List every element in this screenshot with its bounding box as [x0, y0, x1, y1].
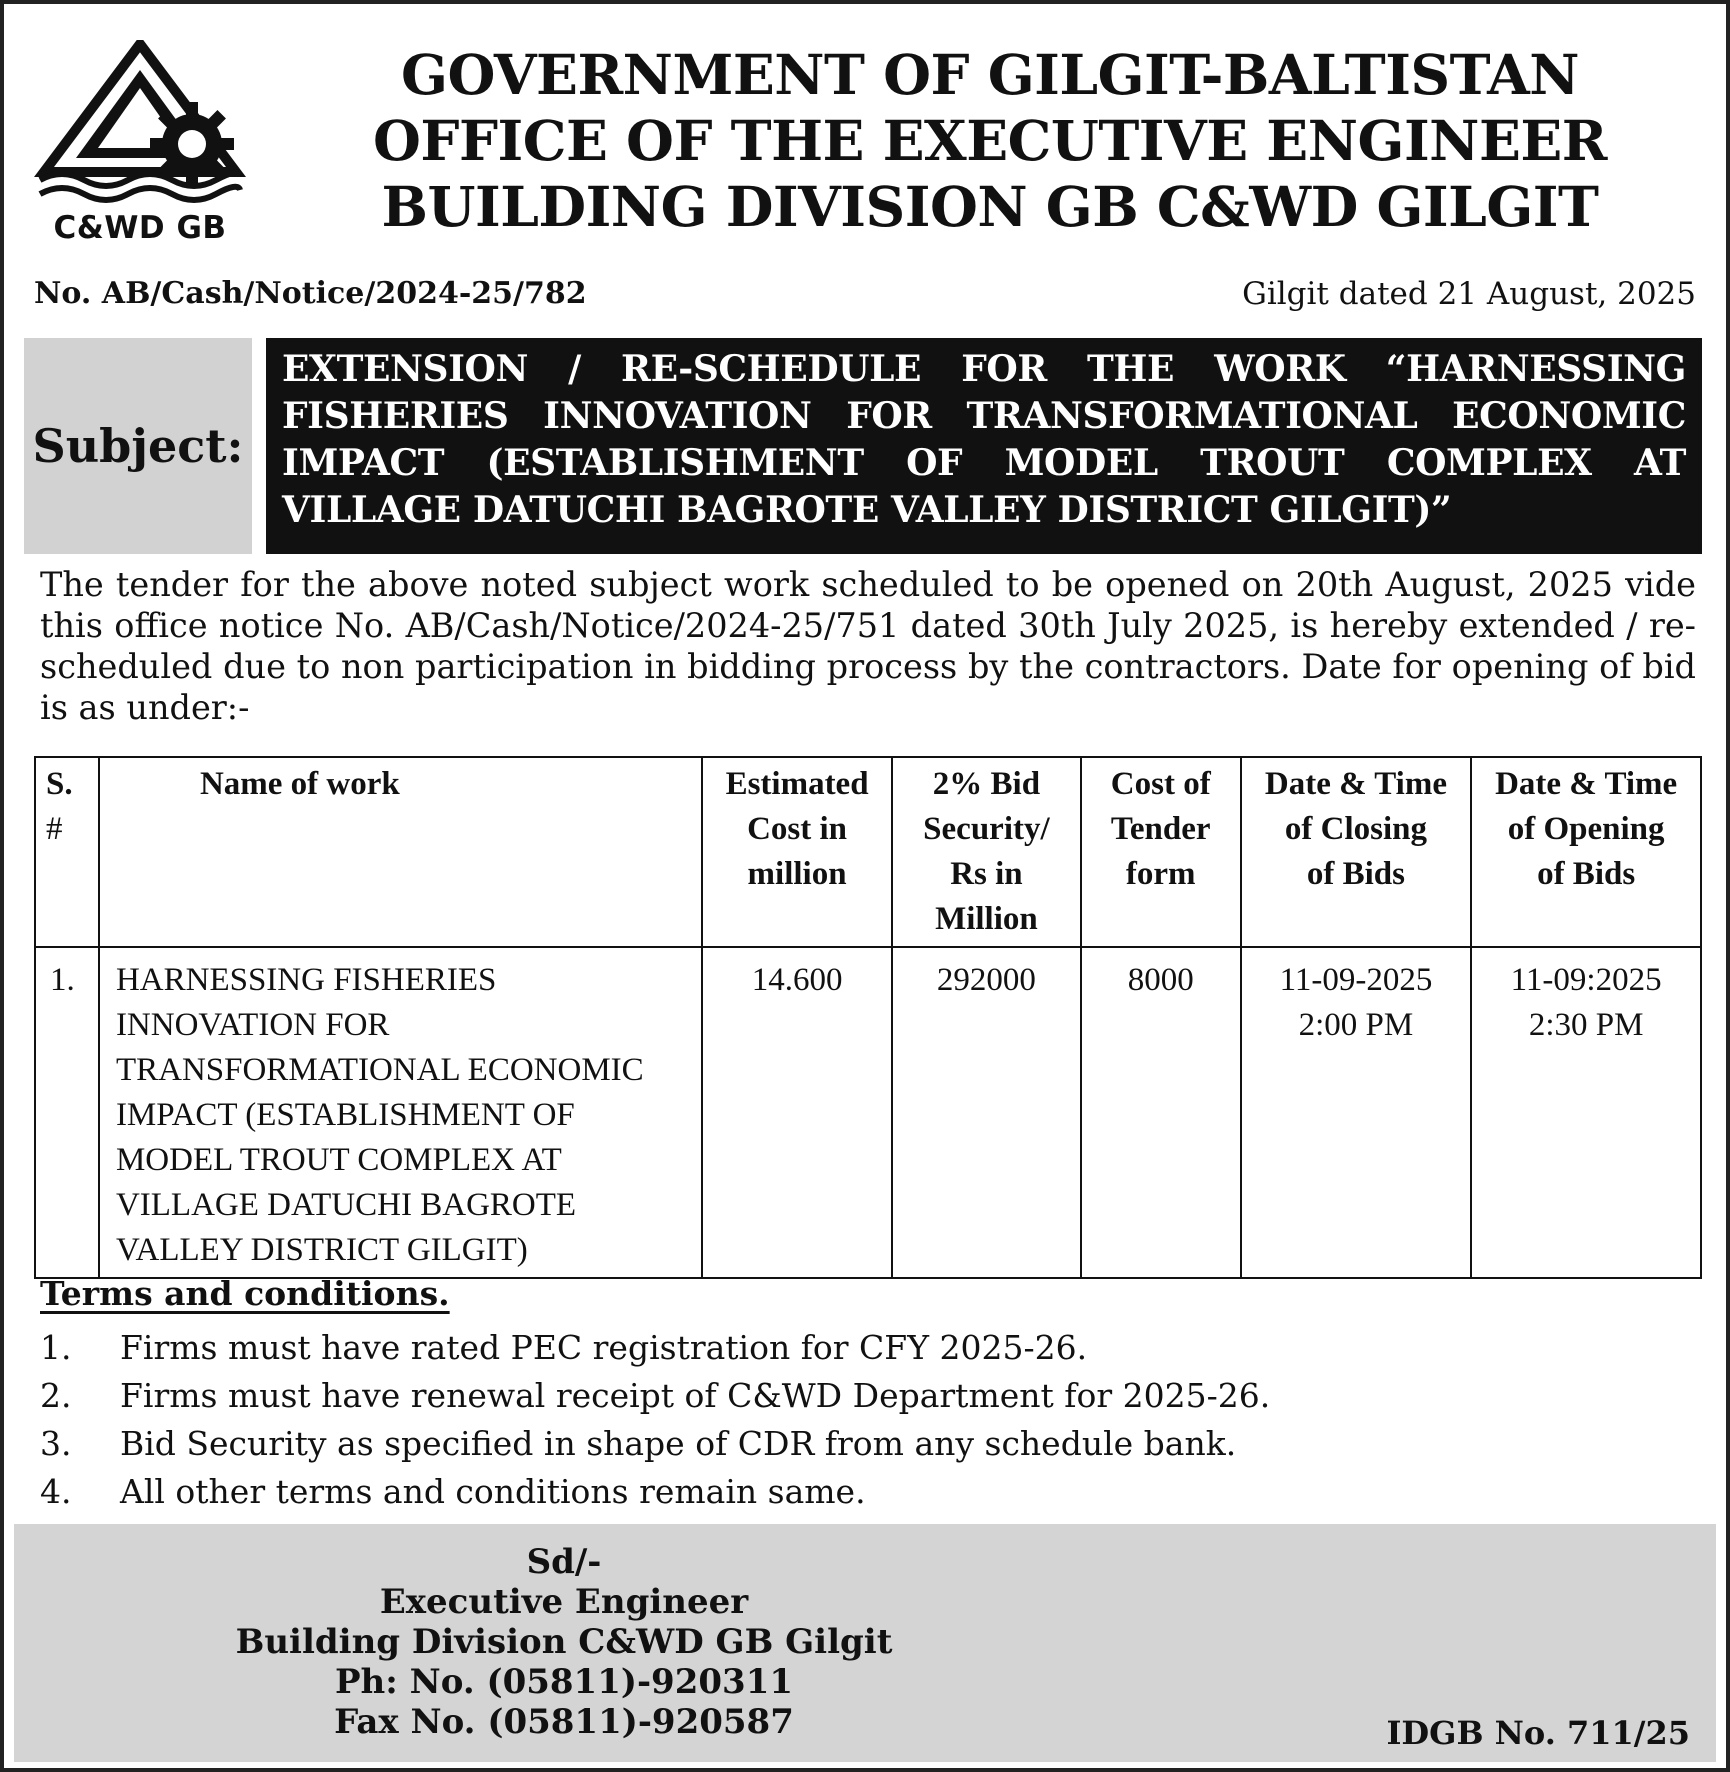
office-header [274, 42, 1706, 240]
bid-schedule-table [34, 756, 1702, 1279]
cell-bid-security: 292000 [892, 947, 1081, 1278]
term-number: 2. [40, 1376, 72, 1415]
header-name-of-work: Name of work [99, 757, 702, 947]
signature-fax: Fax No. (05811)-920587 [334, 1702, 794, 1742]
header-bid-security: 2% Bid Security/ Rs in Million [892, 757, 1081, 947]
cell-opening-date: 11-09:2025 2:30 PM [1471, 947, 1701, 1278]
signature-block [14, 1524, 1716, 1762]
subject-line: IMPACT (ESTABLISHMENT OF MODEL TROUT COMPLEX AT [282, 442, 1686, 484]
term-text: Firms must have rated PEC registration for CFY 2025-26. [120, 1328, 1088, 1367]
header-opening-date: Date & Time of Opening of Bids [1471, 757, 1701, 947]
header-estimated-cost: Estimated Cost in million [702, 757, 892, 947]
term-text: Bid Security as specified in shape of CDR from any schedule bank. [120, 1424, 1237, 1463]
subject-line: EXTENSION / RE-SCHEDULE FOR THE WORK “HARNESSING [282, 348, 1686, 390]
cell-closing-date: 11-09-2025 2:00 PM [1241, 947, 1472, 1278]
header-line-government: GOVERNMENT OF GILGIT-BALTISTAN [400, 42, 1580, 107]
reference-date: Gilgit dated 21 August, 2025 [1242, 276, 1696, 312]
header-closing-date: Date & Time of Closing of Bids [1241, 757, 1472, 947]
signature-phone: Ph: No. (05811)-920311 [334, 1662, 794, 1702]
term-number: 1. [40, 1328, 72, 1367]
subject-line: FISHERIES INNOVATION FOR TRANSFORMATIONAL ECONOMIC [282, 395, 1686, 437]
reference-number: No. AB/Cash/Notice/2024-25/782 [34, 276, 587, 311]
cell-name-of-work: HARNESSING FISHERIES INNOVATION FOR TRANSFORMATIONAL ECONOMIC IMPACT (ESTABLISHMENT OF MODEL TROUT COMPLEX AT VILLAGE DATUCHI BAGROTE VALLEY DISTRICT GILGIT) [99, 947, 702, 1278]
terms-title: Terms and conditions. [40, 1274, 450, 1313]
term-text: Firms must have renewal receipt of C&WD Department for 2025-26. [120, 1376, 1271, 1415]
idgb-number: IDGB No. 711/25 [1386, 1714, 1690, 1752]
signature-sd: Sd/- [526, 1542, 602, 1582]
term-text: All other terms and conditions remain same. [120, 1472, 866, 1511]
signature-title: Executive Engineer [379, 1582, 749, 1622]
subject-line: VILLAGE DATUCHI BAGROTE VALLEY DISTRICT GILGIT)” [282, 489, 1452, 531]
subject-text [266, 338, 1702, 554]
intro-paragraph: The tender for the above noted subject work scheduled to be opened on 20th August, 2025 vide this office notice No. AB/Cash/Notice/2024-25/751 dated 30th July 2025, is hereby extended / re-scheduled due to non participation in bidding process by the contractors. Date for opening of bid is as under:- [40, 565, 1696, 727]
reference-row [34, 276, 1696, 316]
table-row [35, 947, 1701, 1278]
cell-estimated-cost: 14.600 [702, 947, 892, 1278]
logo-mountain-gear-icon [32, 40, 248, 210]
header-sno: S. # [35, 757, 99, 947]
term-number: 4. [40, 1472, 72, 1511]
term-number: 3. [40, 1424, 72, 1463]
subject-label: Subject: [24, 338, 252, 554]
cell-sno: 1. [35, 947, 99, 1278]
table-header-row [35, 757, 1701, 947]
signature-lines [14, 1542, 1114, 1742]
header-line-division: BUILDING DIVISION GB C&WD GILGIT [381, 174, 1599, 239]
cwd-logo [32, 40, 248, 246]
logo-label: C&WD GB [53, 210, 227, 246]
cell-tender-cost: 8000 [1081, 947, 1241, 1278]
signature-division: Building Division C&WD GB Gilgit [235, 1622, 893, 1662]
header-line-office: OFFICE OF THE EXECUTIVE ENGINEER [372, 108, 1607, 173]
header-tender-cost: Cost of Tender form [1081, 757, 1241, 947]
